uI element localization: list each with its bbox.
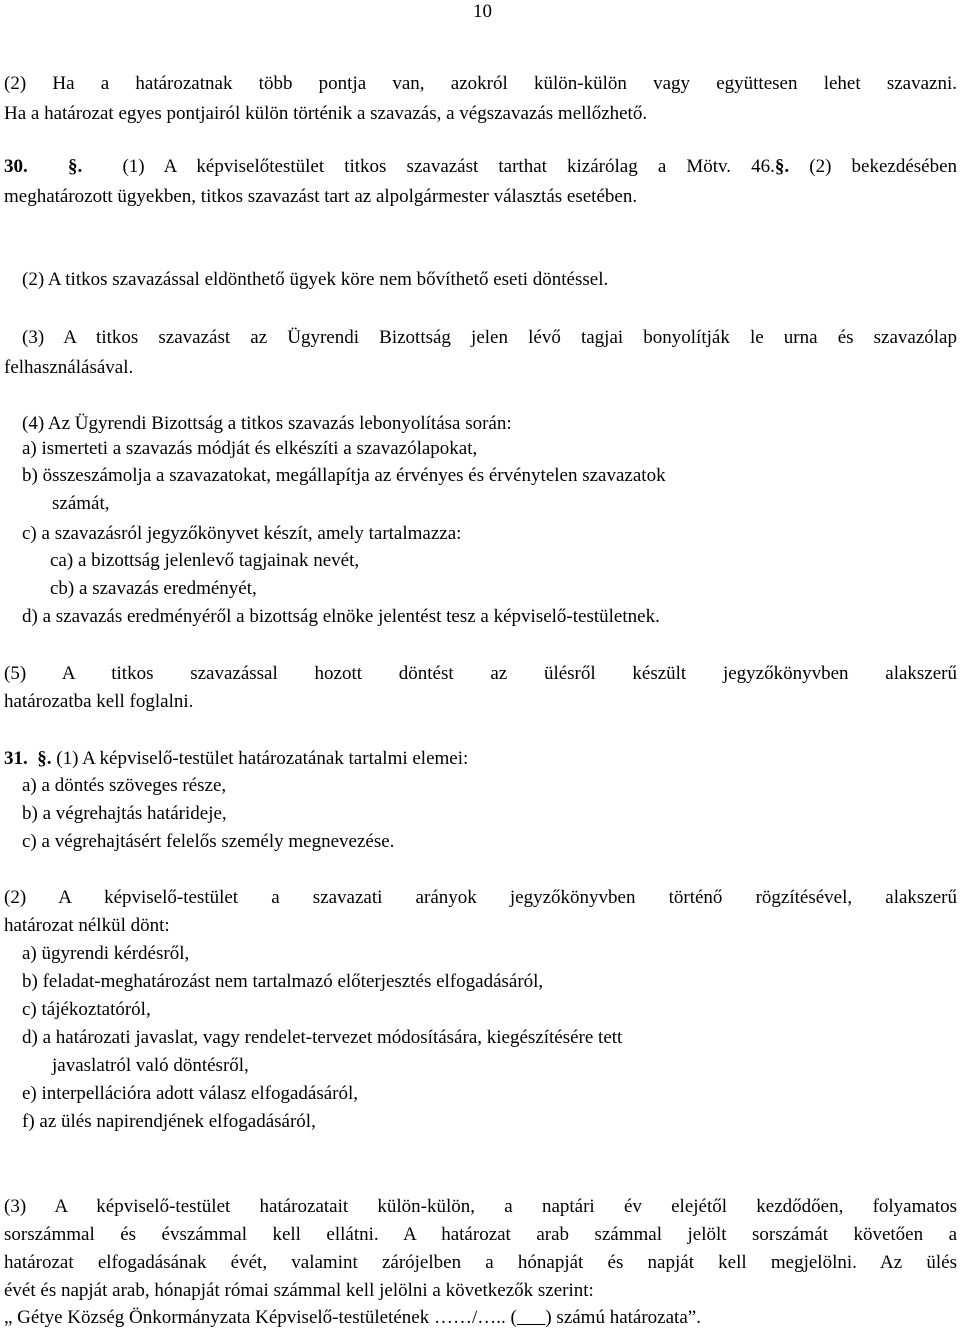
format-text: „ Gétye Község Önkormányzata Képviselő-testületének ……/….. ( [4,1307,517,1328]
paragraph-text: (1) A képviselő-testület határozatának tartalmi elemei: [51,748,469,769]
paragraph-text: (1) A képviselőtestület titkos szavazást tarthat kizárólag a Mötv. 46. [122,156,775,177]
format-text: ) számú határozata”. [545,1307,701,1328]
section-symbol: §. [774,156,790,177]
paragraph-line: (5) A titkos szavazással hozott döntést az ülésről készült jegyzőkönyvben alakszerű [4,663,957,684]
list-item: b) feladat-meghatározást nem tartalmazó előterjesztés elfogadásáról, [22,971,544,992]
paragraph-line: (2) Ha a határozatnak több pontja van, azokról külön-külön vagy együttesen lehet szavazni. [4,73,957,94]
paragraph-line: (3) A képviselő-testület határozatait külön-külön, a naptári év elejétől kezdődően, folyamatos [4,1196,957,1217]
list-item: ca) a bizottság jelenlevő tagjainak nevét, [50,550,360,571]
resolution-format-line [4,1306,701,1330]
page-number: 10 [473,1,492,22]
paragraph-line: Ha a határozat egyes pontjairól külön történik a szavazás, a végszavazás mellőzhető. [4,103,648,124]
paragraph-line: határozatba kell foglalni. [4,691,194,712]
list-item: a) ismerteti a szavazás módját és elkészíti a szavazólapokat, [22,438,478,459]
list-item: c) a szavazásról jegyzőkönyvet készít, amely tartalmazza: [22,523,462,544]
paragraph-line: (3) A titkos szavazást az Ügyrendi Bizottság jelen lévő tagjai bonyolítják le urna és szavazólap [22,327,957,348]
paragraph-line: sorszámmal és évszámmal kell ellátni. A határozat arab számmal jelölt sorszámát követően a [4,1224,957,1245]
list-item-continuation: javaslatról való döntésről, [52,1055,249,1076]
format-blank [517,1307,546,1328]
paragraph-line: határozat nélkül dönt: [4,915,170,936]
list-item: d) a szavazás eredményéről a bizottság elnöke jelentést tesz a képviselő-testületnek. [22,606,660,627]
list-item: b) a végrehajtás határideje, [22,803,227,824]
list-item: a) a döntés szöveges része, [22,775,227,796]
section-symbol: §. [67,156,83,177]
list-item: a) ügyrendi kérdésről, [22,943,190,964]
paragraph-line: felhasználásával. [4,357,134,378]
list-item: b) összeszámolja a szavazatokat, megállapítja az érvényes és érvénytelen szavazatok [22,465,666,486]
paragraph-line: (2) A titkos szavazással eldönthető ügyek köre nem bővíthető eseti döntéssel. [22,269,609,290]
list-item: c) a végrehajtásért felelős személy megnevezése. [22,831,395,852]
section-number: 31. [4,748,28,769]
section-30-heading-line [4,155,957,179]
paragraph-line: meghatározott ügyekben, titkos szavazást tart az alpolgármester választás esetében. [4,186,638,207]
list-item: f) az ülés napirendjének elfogadásáról, [22,1111,316,1132]
list-item: e) interpellációra adott válasz elfogadásáról, [22,1083,359,1104]
section-31-heading-line [4,747,468,771]
paragraph-text: (2) bekezdésében [789,156,958,177]
paragraph-line: (4) Az Ügyrendi Bizottság a titkos szavazás lebonyolítása során: [22,413,512,434]
list-item: c) tájékoztatóról, [22,999,151,1020]
list-item: cb) a szavazás eredményét, [50,578,257,599]
paragraph-line: évét és napját arab, hónapját római számmal kell jelölni a következők szerint: [4,1280,594,1301]
paragraph-line: határozat elfogadásának évét, valamint zárójelben a hónapját és napját kell megjelölni. Az ülés [4,1252,957,1273]
paragraph-line: (2) A képviselő-testület a szavazati arányok jegyzőkönyvben történő rögzítésével, alakszerű [4,887,957,908]
list-item: d) a határozati javaslat, vagy rendelet-tervezet módosítására, kiegészítésére tett [22,1027,623,1048]
section-number: 30. [4,156,28,177]
section-symbol: §. [37,748,52,769]
list-item-continuation: számát, [52,493,110,514]
